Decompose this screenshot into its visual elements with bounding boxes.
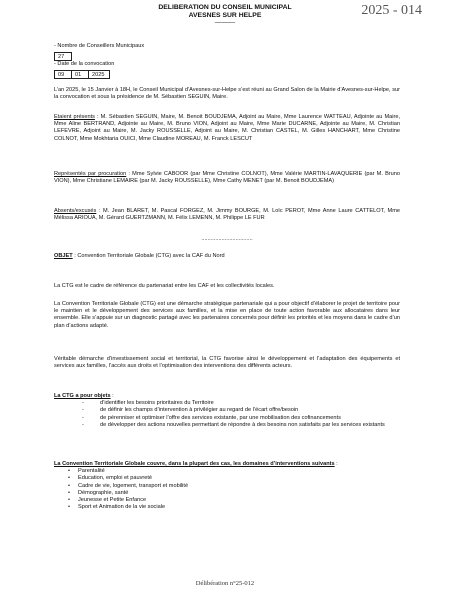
paragraph-3: Véritable démarche d’investissement social et territorial, la CTG favorise ainsi le développement et l’adaptation des équipements et services aux familles, l’accès aux droits et l’optimisation des interventions des différents acteurs.: [54, 356, 400, 370]
header-title: DELIBERATION DU CONSEIL MUNICIPAL: [158, 4, 292, 11]
list-item: - de définir les champs d’intervention à privilégier au regard de l’écart offre/besoin: [100, 407, 400, 414]
page-footer: Délibération n°25-012: [195, 580, 255, 587]
domains-list: [62, 468, 400, 511]
list-item: • Sport et Animation de la vie sociale: [78, 504, 400, 511]
convocation-date-table: [54, 70, 110, 79]
present-section: [54, 114, 400, 143]
objet-line: [54, 253, 400, 260]
paragraph-2: La Convention Territoriale Globale (CTG) est une démarche stratégique partenariale qui a pour objectif d’élaborer le projet de territoire pour le maintien et le développement des services aux familles, et la mise en place de toute action favorable aux allocataires dans leur ensemble. Elle s’appuie sur un diagnostic partagé avec les partenaires concernés pour définir les priorités et les moyens dans le cadre d’un plan d’actions adapté.: [54, 301, 400, 329]
objectives-colon: :: [110, 393, 114, 399]
separator: .................................: [201, 236, 253, 242]
present-label: Etaient présents: [54, 114, 95, 120]
list-item: • Education, emploi et pauvreté: [78, 475, 400, 482]
document-header: [0, 4, 450, 26]
proxy-section: [54, 171, 400, 185]
list-item: - de développer des actions nouvelles permettant de répondre à des besoins non satisfaits par les services existants: [100, 422, 400, 429]
header-town: AVESNES SUR HELPE: [188, 12, 262, 19]
document-reference: 2025 - 014: [361, 3, 422, 18]
list-item: - de pérenniser et optimiser l’offre des services existante, par une mobilisation des cofinancements: [100, 415, 400, 422]
list-item: - d’identifier les besoins prioritaires du Territoire: [100, 400, 400, 407]
proxy-label: Représentés par procuration: [54, 171, 127, 177]
intro-paragraph: L’an 2025, le 15 Janvier à 18H, le Conseil Municipal d’Avesnes-sur-Helpe s’est réuni au Grand Salon de la Mairie d’Avesnes-sur-Helpe, sur la convocation et sous la présidence de M. Sébastien SEGUIN, Maire.: [54, 87, 400, 101]
domains-section: [54, 461, 400, 511]
councillors-table: [54, 52, 72, 61]
header-rule: ———: [214, 19, 236, 26]
objet-text: : Convention Territoriale Globale (CTG) avec la CAF du Nord: [72, 253, 225, 259]
domains-colon: :: [334, 461, 338, 467]
absent-section: [54, 208, 400, 222]
convocation-label: - Date de la convocation: [54, 61, 115, 67]
present-list: : M. Sébastien SEGUIN, Maire, M. Benoit BOUDJEMA, Adjoint au Maire, Mme Laurence WATTEAU, Adjointe au Maire, Mme Aline BERTRAND, Adjointe au Maire, M. Bruno VION, Adjoint au Maire, Mme Marie DUCARNE, Adjointe au Maire, M. Christian LEFEVRE, Adjoint au Maire, M. Jacky ROUSSELLE, Adjoint au Maire, M. Christian CASTEL, M. Gilles HANCHART, Mme Christine COLNOT, Mme Mokhtaria OUICI, Mme Claudine MOREAU, M. Franck LESCUT: [54, 114, 400, 142]
convocation-year: 2025: [89, 71, 110, 79]
domains-title: La Convention Territoriale Globale couvre, dans la plupart des cas, les domaines d’interventions suivants: [54, 461, 335, 467]
convocation-month: 01: [72, 71, 89, 79]
councillors-label: - Nombre de Conseillers Municipaux: [54, 43, 145, 49]
proxy-list: : Mme Sylvie CABOOR (par Mme Christine COLNOT), Mme Valérie MARTIN-LAVAQUERIE (par M. Bruno VION), Mme Christiane LEMAIRE (par M. Jacky ROUSSELLE), Mme Cathy MENET (par M. Benoit BOUDJEMA): [54, 171, 400, 185]
list-item: • Cadre de vie, logement, transport et mobilité: [78, 483, 400, 490]
absent-label: Absents/excusés: [54, 208, 97, 214]
paragraph-1: La CTG est le cadre de référence du partenariat entre les CAF et les collectivités locales.: [54, 283, 275, 289]
objectives-title: La CTG a pour objets: [54, 393, 111, 399]
list-item: • Démographie, santé: [78, 490, 400, 497]
objectives-list: [54, 400, 400, 429]
objet-label: OBJET: [54, 253, 73, 259]
convocation-day: 09: [55, 71, 72, 79]
list-item: • Parentalité: [78, 468, 400, 475]
list-item: • Jeunesse et Petite Enfance: [78, 497, 400, 504]
councillors-count: 27: [55, 53, 72, 61]
absent-list: : M. Jean BLARET, M. Pascal FORGEZ, M. Jimmy BOURGE, M. Loïc PEROT, Mme Anne Laure CATTELOT, Mme Mélissa ARIOUA, M. Gérard GUERTZMANN, M. Félix LEMENN, M. Philippe LE FUR: [54, 208, 400, 222]
objectives-section: [54, 393, 400, 429]
